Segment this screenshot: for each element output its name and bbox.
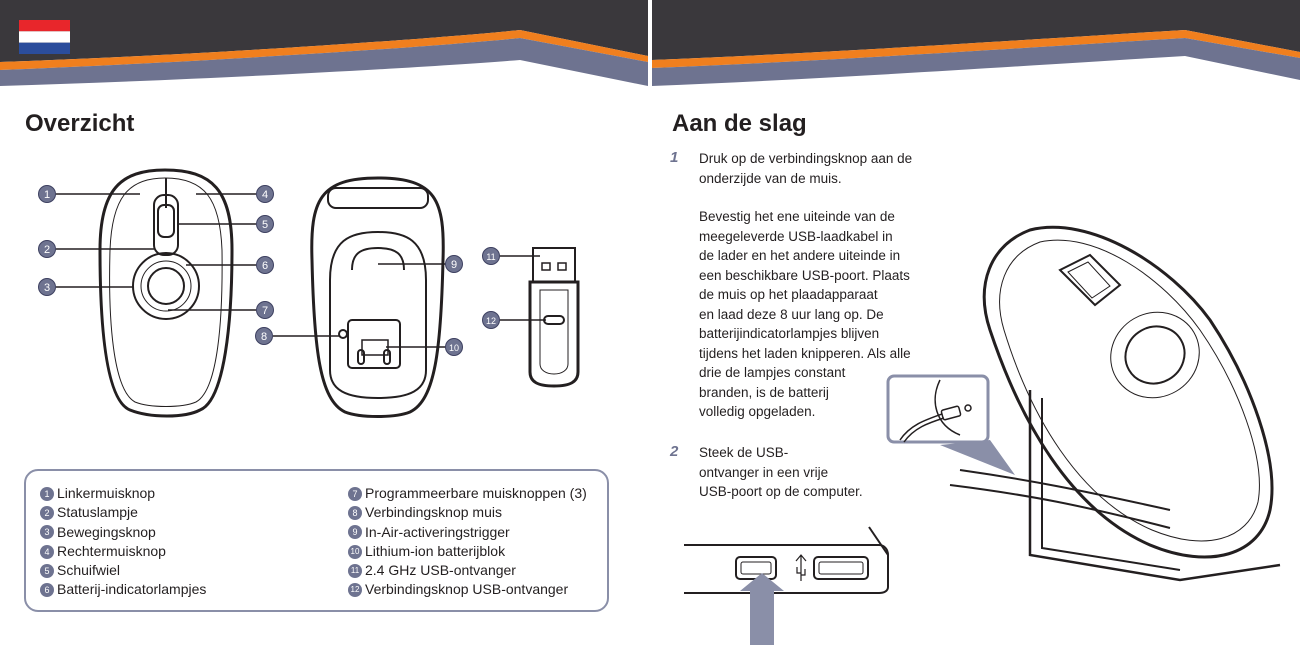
step-1-detail-line: en laad deze 8 uur lang op. De	[699, 306, 884, 322]
netherlands-flag-icon	[19, 20, 70, 54]
callout-2	[39, 241, 56, 258]
step-1-detail-line: meegeleverde USB-laadkabel in	[699, 228, 893, 244]
header-banner	[0, 0, 1300, 90]
legend-item	[348, 523, 587, 542]
step-1-line: onderzijde van de muis.	[699, 170, 842, 186]
legend-badge: 8	[348, 506, 362, 520]
callout-11	[483, 248, 500, 265]
callout-7	[257, 302, 274, 319]
callout-5-text: 5	[261, 219, 269, 231]
legend-item	[348, 484, 587, 503]
step-1-detail-line: tijdens het laden knipperen. Als alle	[699, 345, 911, 361]
step-1-detail-line: een beschikbare USB-poort. Plaats	[699, 267, 910, 283]
legend-badge: 5	[40, 564, 54, 578]
step-1-detail-line: batterijindicatorlampjes blijven	[699, 326, 880, 341]
legend-item	[348, 503, 587, 522]
callout-2-text: 2	[43, 244, 51, 256]
usb-port-illustration	[684, 525, 894, 645]
legend-label: Rechtermuisknop	[57, 542, 166, 559]
callout-7-text: 7	[261, 305, 269, 317]
legend-column-right	[348, 484, 587, 600]
page-title-getting-started: Aan de slag	[672, 110, 807, 137]
legend-label: Verbindingsknop USB-ontvanger	[365, 581, 569, 598]
legend-label: Statuslampje	[57, 504, 138, 521]
legend-item	[40, 561, 206, 580]
callout-11-text: 11	[486, 252, 496, 262]
step-1-details	[699, 207, 911, 422]
legend-label: Linkermuisknop	[57, 485, 156, 501]
step-2-line: USB-poort op de computer.	[699, 484, 863, 499]
legend-badge: 6	[40, 583, 54, 597]
legend-label: 2.4 GHz USB-ontvanger	[365, 562, 516, 579]
step-2-line: ontvanger in een vrije	[699, 464, 829, 480]
legend-badge: 12	[348, 583, 362, 597]
mouse-charging-illustration	[880, 210, 1300, 590]
callout-4	[257, 186, 274, 203]
legend-badge: 11	[348, 564, 362, 578]
legend-badge: 4	[40, 545, 54, 559]
legend-column-left	[40, 484, 206, 600]
legend-badge: 1	[40, 487, 54, 501]
step-1-line: Druk op de verbindingsknop aan de	[699, 151, 913, 166]
step-1-detail-line: volledig opgeladen.	[699, 404, 816, 419]
mouse-overview-diagram	[0, 150, 640, 470]
legend-label: Schuifwiel	[57, 562, 121, 579]
legend-item	[40, 523, 206, 542]
legend-label: Verbindingsknop muis	[365, 504, 502, 521]
legend-badge: 10	[348, 545, 362, 559]
legend-item	[40, 580, 206, 599]
step-1-detail-line: de muis op het plaadapparaat	[699, 287, 878, 302]
step-2-line: Steek de USB-	[699, 445, 789, 460]
callout-10	[446, 339, 463, 356]
callout-8	[256, 328, 273, 345]
legend-badge: 2	[40, 506, 54, 520]
legend-item	[348, 561, 587, 580]
step-1-detail-line: branden, is de batterij	[699, 384, 829, 400]
legend-badge: 9	[348, 525, 362, 539]
callout-6	[257, 257, 274, 274]
step-1-text	[699, 149, 912, 188]
legend-item	[40, 503, 206, 522]
callout-badges	[39, 186, 500, 356]
parts-legend	[24, 469, 609, 612]
callout-4-text: 4	[261, 189, 269, 201]
legend-badge: 7	[348, 487, 362, 501]
step-1-detail-line: drie de lampjes constant	[699, 365, 846, 380]
callout-9	[446, 256, 463, 273]
step-1-detail-line: Bevestig het ene uiteinde van de	[699, 209, 895, 224]
callout-10-text: 10	[448, 343, 460, 353]
callout-3	[39, 279, 56, 296]
legend-badge: 3	[40, 525, 54, 539]
callout-8-text: 8	[260, 331, 268, 343]
legend-label: In-Air-activeringstrigger	[365, 523, 510, 540]
callout-12-text: 12	[485, 316, 497, 326]
callout-3-text: 3	[43, 282, 51, 294]
callout-5	[257, 216, 274, 233]
legend-item	[348, 580, 587, 599]
legend-item	[40, 542, 206, 561]
callout-1	[39, 186, 56, 203]
legend-label: Lithium-ion batterijblok	[365, 542, 506, 559]
step-2-number: 2	[670, 443, 679, 460]
legend-item	[40, 484, 206, 503]
legend-item	[348, 542, 587, 561]
step-1-detail-line: de lader en het andere uiteinde in	[699, 248, 901, 263]
legend-label: Bewegingsknop	[57, 523, 156, 540]
callout-12	[483, 312, 500, 329]
legend-label: Batterij-indicatorlampjes	[57, 581, 207, 598]
page-title-overview: Overzicht	[25, 110, 135, 137]
step-2-text	[699, 443, 863, 502]
legend-label: Programmeerbare muisknoppen (3)	[365, 485, 587, 501]
callout-9-text: 9	[450, 259, 458, 271]
step-1-number: 1	[670, 149, 679, 166]
callout-6-text: 6	[261, 260, 269, 272]
callout-1-text: 1	[43, 189, 51, 201]
